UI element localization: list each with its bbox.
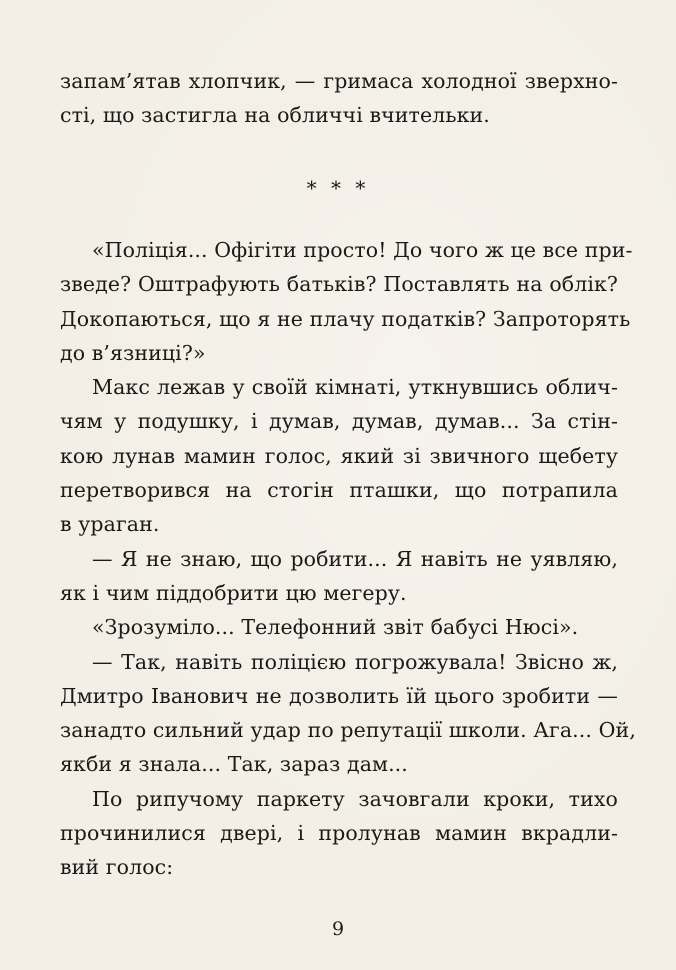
text-line: кою лунав мамин голос, який зі звичного щебету <box>60 443 618 468</box>
text-line: чям у подушку, і думав, думав, думав... За стін- <box>60 409 618 434</box>
text-line: По рипучому паркету зачовгали кроки, тихо <box>92 786 618 811</box>
text-line: запам’ятав хлопчик, — гримаса холодної зверхно- <box>60 69 618 93</box>
text-line: в ураган. <box>60 512 160 537</box>
text-line: якби я знала... Так, зараз дам... <box>60 752 408 777</box>
text-line: занадто сильний удар по репутації школи. Ага... Ой, <box>60 718 636 743</box>
text-line: Макс лежав у своїй кімнаті, уткнувшись облич- <box>92 375 618 400</box>
text-block-main <box>60 233 636 885</box>
section-separator: * * * <box>306 176 370 200</box>
text-block-top <box>60 64 618 133</box>
text-line: — Так, навіть поліцією погрожувала! Звісно ж, <box>92 649 618 674</box>
page-number: 9 <box>331 918 345 940</box>
text-line: «Зрозуміло... Телефонний звіт бабусі Нюсі». <box>92 615 579 640</box>
text-line: до в’язниці?» <box>60 340 206 365</box>
text-line: Дмитро Іванович не дозволить їй цього зробити — <box>60 683 618 708</box>
text-line: «Поліція... Офігіти просто! До чого ж це все при- <box>92 238 633 262</box>
text-line: прочинилися двері, і пролунав мамин вкрадли- <box>60 821 618 846</box>
text-line: вий голос: <box>60 855 174 880</box>
text-line: сті, що застигла на обличчі вчительки. <box>60 103 490 128</box>
text-line: як і чим піддобрити цю мегеру. <box>60 580 407 605</box>
text-line: зведе? Оштрафують батьків? Поставлять на облік? <box>60 272 618 297</box>
text-line: — Я не знаю, що робити... Я навіть не уявляю, <box>92 546 618 571</box>
text-line: перетворився на стогін пташки, що потрапила <box>60 478 618 503</box>
text-line: Докопаються, що я не плачу податків? Запроторять <box>60 306 631 331</box>
